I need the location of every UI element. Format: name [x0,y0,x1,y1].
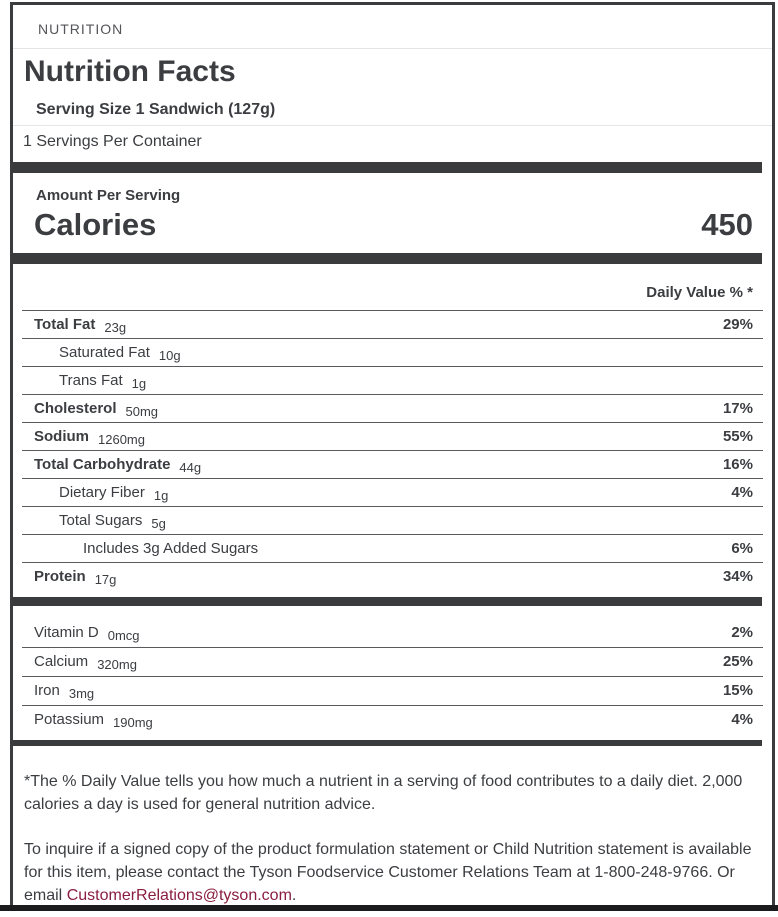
nutrient-amount: 44g [179,459,202,475]
nutrient-amount: 1g [131,375,147,391]
nutrient-amount: 50mg [125,403,159,419]
nutrient-amount: 5g [151,515,166,531]
vitamin-daily-value: 25% [722,653,753,670]
nutrient-amount: 10g [158,347,181,363]
nutrition-panel [10,2,775,905]
calories-value: 450 [701,207,753,242]
nutrient-name: Sodium [34,427,89,445]
nutrient-daily-value: 6% [731,539,753,557]
nutrient-row-dietary-fiber [13,478,772,506]
nutrient-name: Includes 3g Added Sugars [83,539,259,557]
daily-value-header: Daily Value % * [646,284,753,301]
calories-row [34,207,753,243]
vitamin-row-potassium [13,705,772,734]
vitamin-row-vitamin-d [13,618,772,647]
vitamin-row-iron [13,676,772,705]
customer-relations-email-link[interactable]: CustomerRelations@tyson.com [66,887,292,904]
nutrient-daily-value: 17% [722,399,753,417]
nutrient-row-added-sugars [13,534,772,562]
nutrient-daily-value: 4% [731,483,753,501]
nutrient-row-total-fat [13,310,772,338]
nutrient-name: Dietary Fiber [59,483,145,501]
daily-value-footnote: *The % Daily Value tells you how much a nutrient in a serving of food contributes to a daily diet. 2,000 calories a day is used for general nutrition advice. [24,773,743,813]
nutrient-row-total-sugars [13,506,772,534]
inquiry-text-before: To inquire if a signed copy of the product formulation statement or Child Nutrition statement is available for this item, please contact the Tyson Foodservice Customer Relations Team at 1-800-248-9766. Or email [24,841,752,904]
nutrient-name: Total Fat [34,315,96,333]
nutrient-daily-value: 34% [722,567,753,585]
nutrient-daily-value: 29% [722,315,753,333]
divider-bar-vitamins-top [13,597,762,606]
nutrient-amount: 1g [153,487,169,503]
inquiry-text-after: . [291,887,297,904]
nutrient-name: Trans Fat [59,371,123,389]
spacer [13,590,772,597]
nutrient-name: Saturated Fat [59,343,150,361]
vitamins-table [13,606,772,734]
divider-bar-calories [13,253,762,264]
vitamin-amount: 0mcg [107,628,140,643]
vitamin-daily-value: 2% [731,624,753,641]
vitamin-amount: 320mg [97,657,137,672]
footnote-section [24,770,756,905]
nutrient-name: Total Sugars [59,511,143,529]
nutrient-row-total-carbohydrate [13,450,772,478]
nutrient-amount: 1260mg [98,431,145,447]
nutrient-name: Cholesterol [34,399,117,417]
inquiry-footnote [24,838,756,905]
vitamin-name: Iron [34,682,60,699]
nutrient-row-cholesterol [13,394,772,422]
nutrient-name: Total Carbohydrate [34,455,171,473]
nutrient-amount: 23g [104,319,127,335]
nutrient-daily-value: 16% [722,455,753,473]
calories-label: Calories [34,207,157,242]
vitamin-name: Calcium [34,653,89,670]
servings-per-container-label: 1 Servings Per Container [23,133,202,150]
vitamin-daily-value: 4% [731,711,753,728]
section-eyebrow: NUTRITION [38,21,124,37]
page-bottom-divider-bar [0,905,778,911]
amount-per-serving-label: Amount Per Serving [36,187,181,204]
vitamin-name: Vitamin D [34,624,99,641]
divider-bar-vitamins-bottom [13,740,762,746]
vitamin-amount: 3mg [68,686,95,701]
nutrient-row-sodium [13,422,772,450]
nutrient-name: Protein [34,567,86,585]
nutrient-daily-value: 55% [722,427,753,445]
vitamin-row-calcium [13,647,772,676]
vitamin-amount: 190mg [113,715,153,730]
vitamin-daily-value: 15% [722,682,753,699]
vitamin-name: Potassium [34,711,105,728]
page-title: Nutrition Facts [24,55,236,88]
nutrient-row-saturated-fat [13,338,772,366]
nutrient-table [13,310,772,590]
nutrient-row-protein [13,562,772,590]
serving-size-label: Serving Size 1 Sandwich (127g) [36,101,276,118]
eyebrow-divider [13,48,772,49]
divider-bar-top [13,162,762,173]
nutrient-row-trans-fat [13,366,772,394]
nutrient-amount: 17g [94,571,117,587]
